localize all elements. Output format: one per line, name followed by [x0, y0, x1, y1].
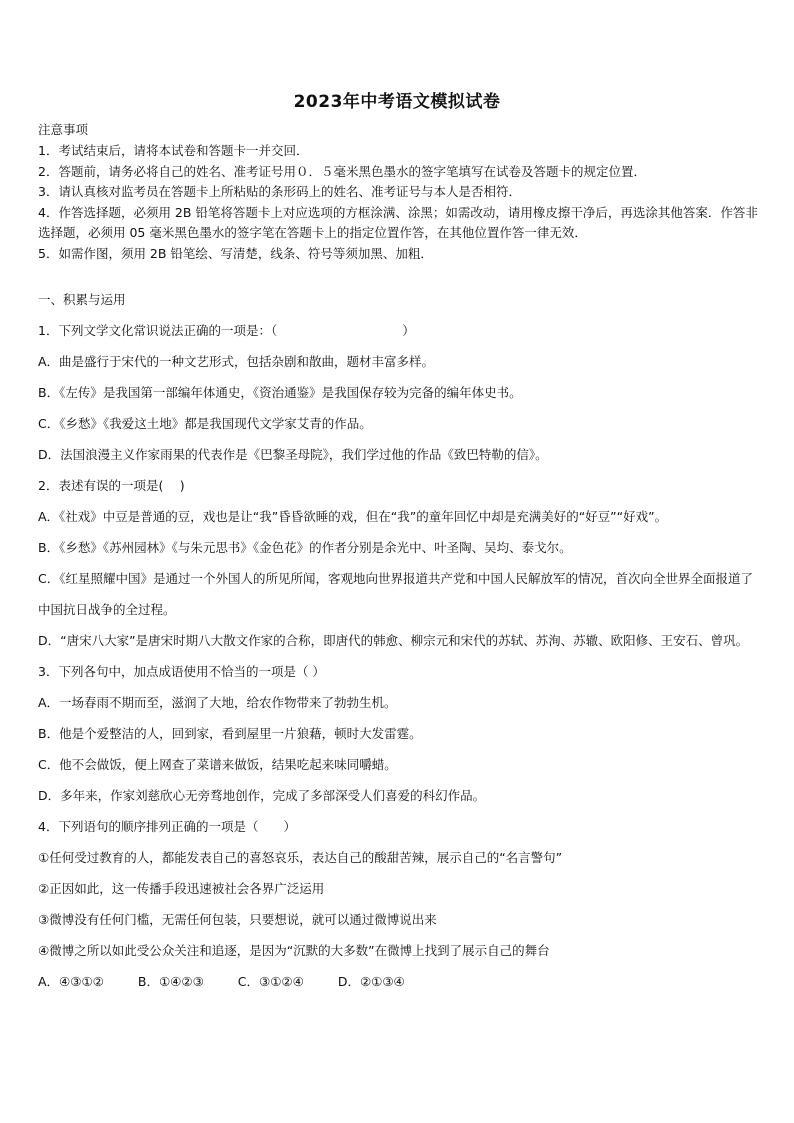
question-3-option-d: D．多年来，作家刘慈欣心无旁骛地创作，完成了多部深受人们喜爱的科幻作品。	[38, 788, 486, 803]
notice-item: 2．答题前，请务必将自己的姓名、准考证号用０．５毫米黑色墨水的签字笔填写在试卷及答题卡的规定位置．	[38, 163, 646, 179]
section-heading: 一、积累与运用	[38, 292, 126, 307]
question-4-options	[38, 966, 762, 997]
question-3-stem: 3．下列各句中，加点成语使用不恰当的一项是（ ）	[38, 664, 325, 679]
notice-item: 3．请认真核对监考员在答题卡上所粘贴的条形码上的姓名、准考证号与本人是否相符．	[38, 184, 521, 199]
question-1-stem: 1．下列文学文化常识说法正确的一项是：（ ）	[38, 323, 415, 338]
question-1-option-b: B．《左传》是我国第一部编年体通史，《资治通鉴》是我国保存较为完备的编年体史书。	[38, 385, 522, 400]
question-4-option-a: A．④③①②	[38, 974, 104, 989]
question-4-sentence-3: ③微博没有任何门槛，无需任何包装，只要想说，就可以通过微博说出来	[38, 912, 437, 927]
question-4-sentence-1: ①任何受过教育的人，都能发表自己的喜怒哀乐，表达自己的酸甜苦辣，展示自己的“名言警句”	[38, 850, 563, 865]
notice-item: 4．作答选择题，必须用 2B 铅笔将答题卡上对应选项的方框涂满、涂黑；如需改动，请用橡皮擦干净后，再选涂其他答案．作答非选择题，必须用 05 毫米黑色墨水的签字笔在答题卡上的指定位置作答，在其他位置作答一律无效．	[38, 204, 758, 240]
question-2-stem: 2．表述有误的一项是( )	[38, 478, 185, 493]
question-3-option-c: C．他不会做饭，便上网查了菜谱来做饭，结果吃起来味同嚼蜡。	[38, 757, 397, 772]
question-4-option-d: D．②①③④	[337, 974, 405, 989]
question-1-option-c: C．《乡愁》《我爱这土地》都是我国现代文学家艾青的作品。	[38, 416, 372, 431]
question-4-option-b: B．①④②③	[137, 974, 204, 989]
notice-item: 5．如需作图，须用 2B 铅笔绘、写清楚，线条、符号等须加黑、加粗．	[38, 245, 433, 261]
question-3-option-b: B．他是个爱整洁的人，回到家，看到屋里一片狼藉，顿时大发雷霆。	[38, 726, 422, 741]
question-body	[38, 284, 762, 997]
question-2-option-c: C．《红星照耀中国》是通过一个外国人的所见所闻，客观地向世界报道共产党和中国人民解放军的情况，首次向全世界全面报道了中国抗日战争的全过程。	[38, 571, 753, 617]
notice-item: 1．考试结束后，请将本试卷和答题卡一并交回．	[38, 143, 309, 158]
question-4-stem: 4．下列语句的顺序排列正确的一项是（ ）	[38, 819, 296, 834]
question-4-option-c: C．③①②④	[237, 974, 304, 989]
question-4-sentence-2: ②正因如此，这一传播手段迅速被社会各界广泛运用	[38, 881, 325, 896]
question-3-option-a: A．一场春雨不期而至，滋润了大地，给农作物带来了勃勃生机。	[38, 695, 397, 710]
question-1-option-d: D．法国浪漫主义作家雨果的代表作是《巴黎圣母院》，我们学过他的作品《致巴特勒的信》。	[38, 447, 548, 462]
page-title: 2023年中考语文模拟试卷	[293, 92, 501, 112]
question-4-sentence-4: ④微博之所以如此受公众关注和追逐，是因为“沉默的大多数”在微博上找到了展示自己的舞台	[38, 943, 550, 958]
question-2-option-d: D．“唐宋八大家”是唐宋时期八大散文作家的合称，即唐代的韩愈、柳宗元和宋代的苏轼、苏洵、苏辙、欧阳修、王安石、曾巩。	[38, 633, 749, 648]
question-2-option-a: A．《社戏》中豆是普通的豆，戏也是让“我”昏昏欲睡的戏，但在“我”的童年回忆中却是充满美好的“好豆”“好戏”。	[38, 509, 668, 524]
question-1-option-a: A．曲是盛行于宋代的一种文艺形式，包括杂剧和散曲，题材丰富多样。	[38, 354, 435, 369]
notice-list	[38, 141, 760, 264]
notice-heading: 注意事项	[38, 122, 89, 137]
question-2-option-b: B．《乡愁》《苏州园林》《与朱元思书》《金色花》的作者分别是余光中、叶圣陶、吴均、泰戈尔。	[38, 540, 572, 555]
